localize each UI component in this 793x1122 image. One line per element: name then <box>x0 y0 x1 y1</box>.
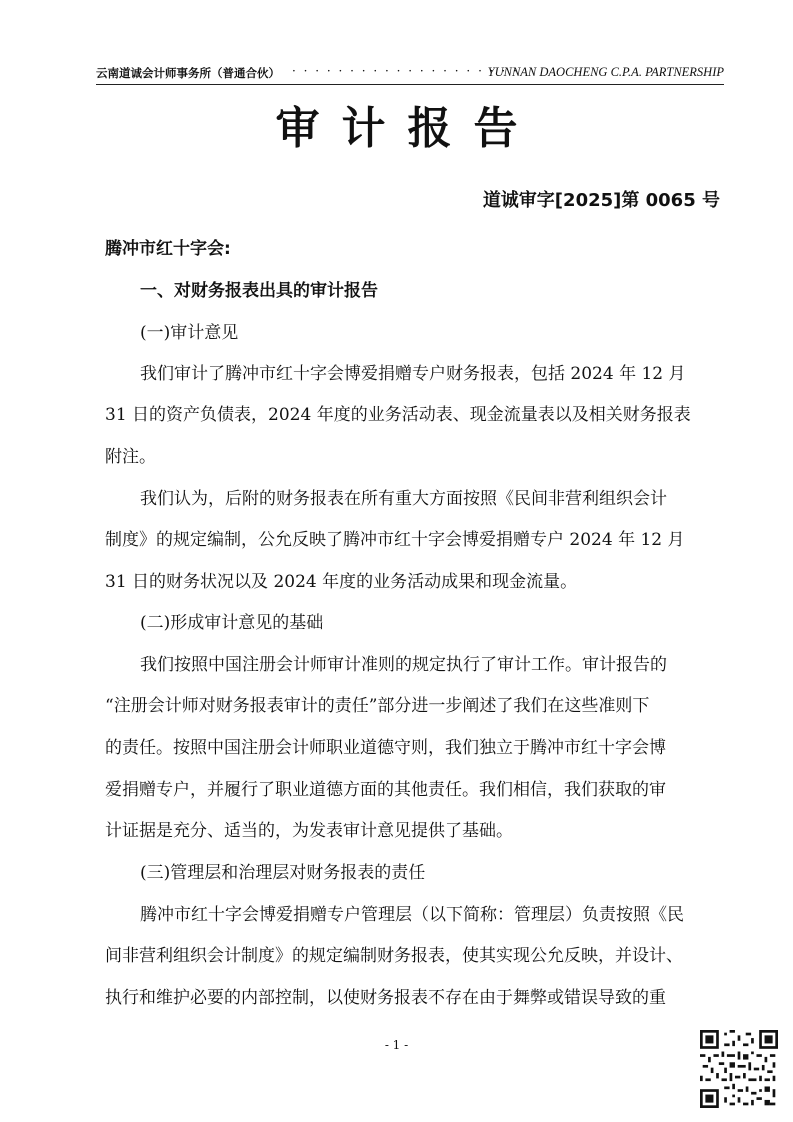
paragraph-line: “注册会计师对财务报表审计的责任”部分进一步阐述了我们在这些准则下 <box>105 696 650 716</box>
document-number: 道诚审字[2025]第 0065 号 <box>482 190 720 211</box>
subsection-heading: (二)形成审计意见的基础 <box>140 613 324 633</box>
section-heading: 一、对财务报表出具的审计报告 <box>140 281 378 301</box>
paragraph-line: 31 日的财务状况以及 2024 年度的业务活动成果和现金流量。 <box>105 572 578 592</box>
firm-name-en: YUNNAN DAOCHENG C.P.A. PARTNERSHIP <box>487 65 724 79</box>
subsection-heading: (一)审计意见 <box>140 323 239 343</box>
paragraph-line: 附注。 <box>105 447 156 467</box>
addressee: 腾冲市红十字会: <box>105 239 231 259</box>
paragraph-line: 31 日的资产负债表，2024 年度的业务活动表、现金流量表以及相关财务报表 <box>105 405 691 425</box>
paragraph-line: 的责任。按照中国注册会计师职业道德守则，我们独立于腾冲市红十字会博 <box>105 738 666 758</box>
page-header <box>96 60 724 85</box>
paragraph-line: 计证据是充分、适当的，为发表审计意见提供了基础。 <box>105 821 513 841</box>
qr-code-icon <box>700 1030 778 1108</box>
paragraph-line: 腾冲市红十字会博爱捐赠专户管理层（以下简称：管理层）负责按照《民 <box>140 905 684 925</box>
paragraph-line: 执行和维护必要的内部控制，以使财务报表不存在由于舞弊或错误导致的重 <box>105 988 666 1008</box>
firm-name-cn: 云南道诚会计师事务所（普通合伙） <box>96 66 280 80</box>
paragraph-line: 间非营利组织会计制度》的规定编制财务报表，使其实现公允反映，并设计、 <box>105 946 683 966</box>
report-title: 审计报告 <box>275 103 540 154</box>
header-dots: · · · · · · · · · · · · · · · · · · · · <box>292 64 519 78</box>
paragraph-line: 我们按照中国注册会计师审计准则的规定执行了审计工作。审计报告的 <box>140 655 667 675</box>
paragraph-line: 我们认为，后附的财务报表在所有重大方面按照《民间非营利组织会计 <box>140 489 667 509</box>
paragraph-line: 我们审计了腾冲市红十字会博爱捐赠专户财务报表，包括 2024 年 12 月 <box>140 364 686 384</box>
subsection-heading: (三)管理层和治理层对财务报表的责任 <box>140 863 426 883</box>
paragraph-line: 制度》的规定编制，公允反映了腾冲市红十字会博爱捐赠专户 2024 年 12 月 <box>105 530 685 550</box>
paragraph-line: 爱捐赠专户，并履行了职业道德方面的其他责任。我们相信，我们获取的审 <box>105 780 666 800</box>
page-number: - 1 - <box>384 1038 409 1052</box>
